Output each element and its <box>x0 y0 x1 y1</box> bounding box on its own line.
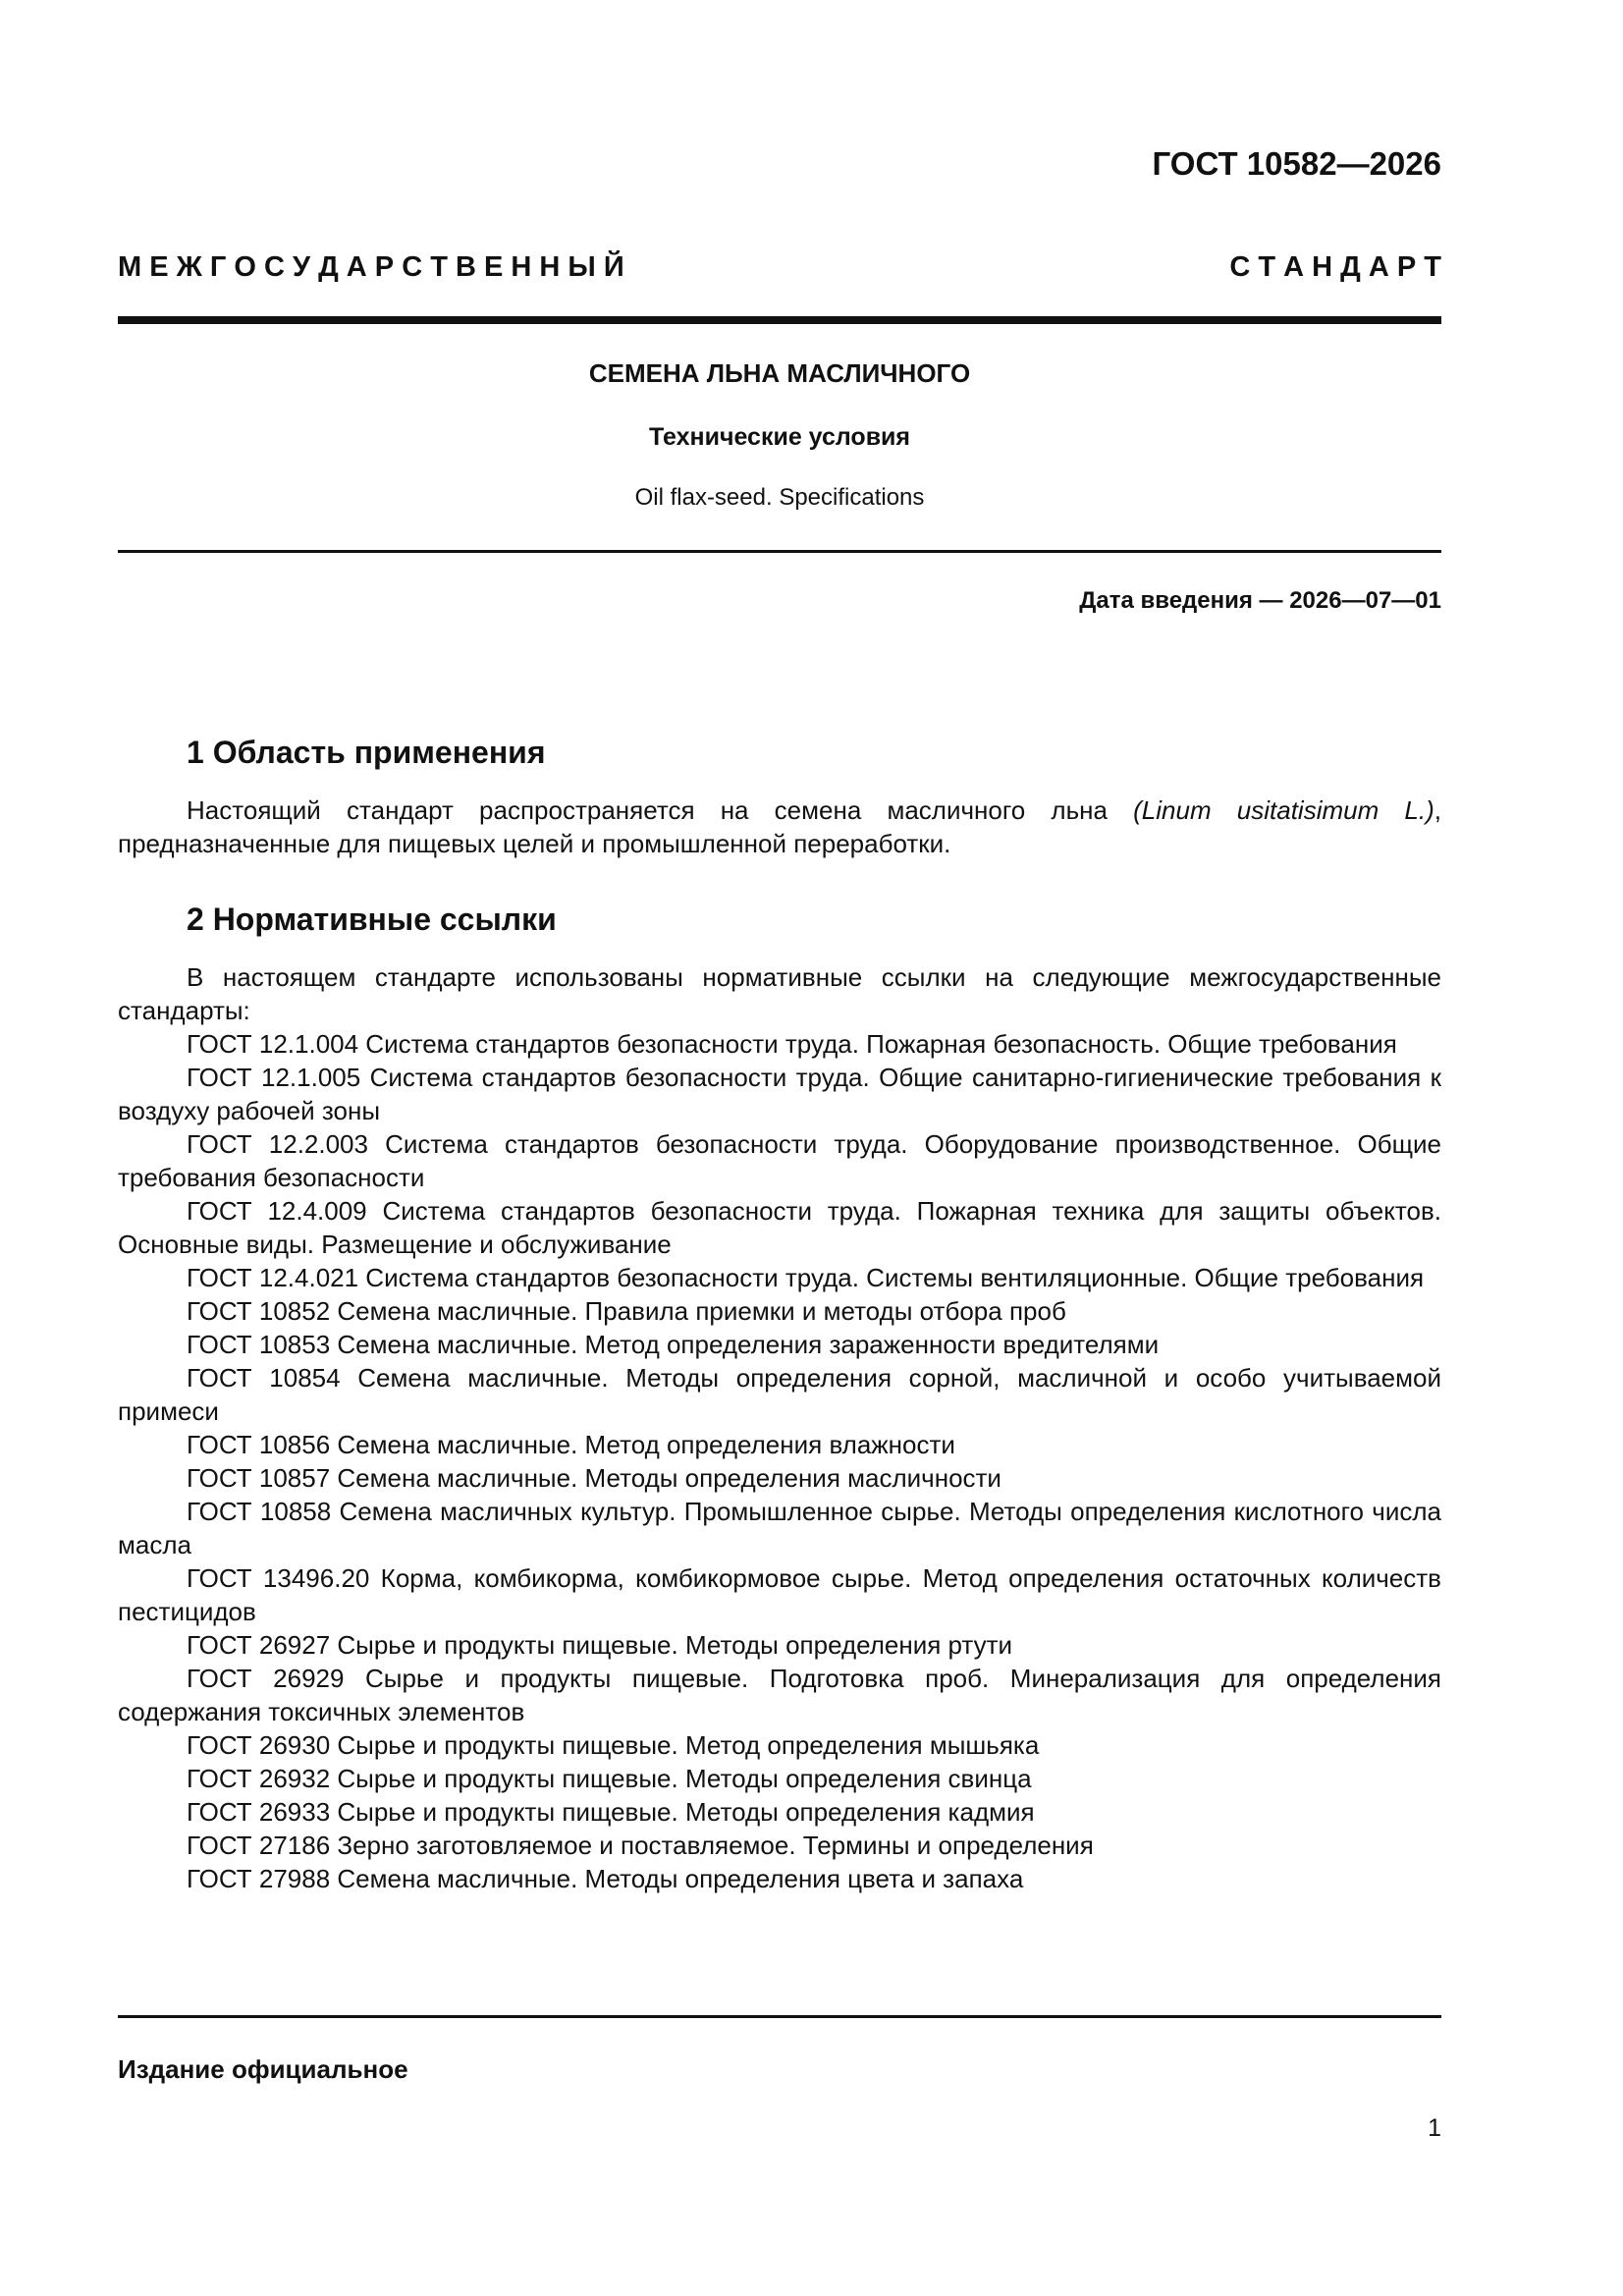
reference-item: ГОСТ 10858 Семена масличных культур. Промышленное сырье. Методы определения кислотного числа масла <box>118 1497 1441 1559</box>
scope-text-start: Настоящий стандарт распространяется на семена масличного льна <box>187 795 1134 825</box>
reference-item: ГОСТ 10853 Семена масличные. Метод определения зараженности вредителями <box>187 1330 1160 1359</box>
reference-item: ГОСТ 12.4.009 Система стандартов безопасности труда. Пожарная техника для защиты объектов. Основные виды. Размещение и обслуживание <box>118 1196 1441 1259</box>
reference-item: ГОСТ 10856 Семена масличные. Метод определения влажности <box>187 1430 955 1459</box>
normative-references <box>118 960 1441 1895</box>
gost-number: ГОСТ 10582—2026 <box>1152 145 1441 182</box>
footer-divider <box>118 2015 1441 2018</box>
reference-item: ГОСТ 12.2.003 Система стандартов безопасности труда. Оборудование производственное. Общие требования безопасности <box>118 1129 1441 1192</box>
reference-item: ГОСТ 13496.20 Корма, комбикорма, комбикормовое сырье. Метод определения остаточных количеств пестицидов <box>118 1563 1441 1626</box>
official-edition-label: Издание официальное <box>118 2054 408 2084</box>
reference-item: ГОСТ 12.4.021 Система стандартов безопасности труда. Системы вентиляционные. Общие требования <box>187 1263 1425 1292</box>
reference-item: ГОСТ 10852 Семена масличные. Правила приемки и методы отбора проб <box>187 1296 1066 1326</box>
document-subtitle: Технические условия <box>648 423 911 451</box>
reference-item: ГОСТ 12.1.005 Система стандартов безопасности труда. Общие санитарно-гигиенические требования к воздуху рабочей зоны <box>118 1063 1441 1125</box>
scope-paragraph <box>118 793 1441 860</box>
section-1-heading: 1 Область применения <box>187 735 546 770</box>
header-thick-rule <box>118 316 1441 324</box>
reference-item: ГОСТ 27186 Зерно заготовляемое и поставляемое. Термины и определения <box>187 1831 1094 1860</box>
reference-item: ГОСТ 26927 Сырье и продукты пищевые. Методы определения ртути <box>187 1630 1013 1660</box>
section-2-heading: 2 Нормативные ссылки <box>187 902 557 937</box>
reference-item: ГОСТ 12.1.004 Система стандартов безопасности труда. Пожарная безопасность. Общие требования <box>187 1029 1397 1059</box>
standard-word: С Т А Н Д А Р Т <box>1229 251 1441 283</box>
section-1-text <box>118 793 1441 860</box>
reference-item: ГОСТ 26929 Сырье и продукты пищевые. Подготовка проб. Минерализация для определения содержания токсичных элементов <box>118 1664 1441 1726</box>
document-title: СЕМЕНА ЛЬНА МАСЛИЧНОГО <box>588 358 971 388</box>
references-intro: В настоящем стандарте использованы нормативные ссылки на следующие межгосударственные стандарты: <box>118 962 1441 1025</box>
reference-item: ГОСТ 26930 Сырье и продукты пищевые. Метод определения мышьяка <box>187 1730 1040 1760</box>
reference-item: ГОСТ 26933 Сырье и продукты пищевые. Методы определения кадмия <box>187 1797 1035 1827</box>
effective-date: Дата введения — 2026—07—01 <box>1079 587 1441 614</box>
document-title-english: Oil flax-seed. Specifications <box>634 484 925 511</box>
reference-item: ГОСТ 10854 Семена масличные. Методы определения сорной, масличной и особо учитываемой примеси <box>118 1363 1441 1426</box>
reference-item: ГОСТ 27988 Семена масличные. Методы определения цвета и запаха <box>187 1864 1024 1893</box>
reference-item: ГОСТ 26932 Сырье и продукты пищевые. Методы определения свинца <box>187 1764 1032 1793</box>
scope-text-end: , предназначенные для пищевых целей и промышленной переработки. <box>118 795 1442 858</box>
title-divider <box>118 550 1441 553</box>
reference-item: ГОСТ 10857 Семена масличные. Методы определения масличности <box>187 1463 1001 1493</box>
scope-latin-name: (Linum usitatisimum L.) <box>1133 795 1434 825</box>
interstate-standard-banner <box>118 251 1441 284</box>
page-number: 1 <box>1428 2114 1441 2142</box>
interstate-word: М Е Ж Г О С У Д А Р С Т В Е Н Н Ы Й <box>118 251 624 283</box>
